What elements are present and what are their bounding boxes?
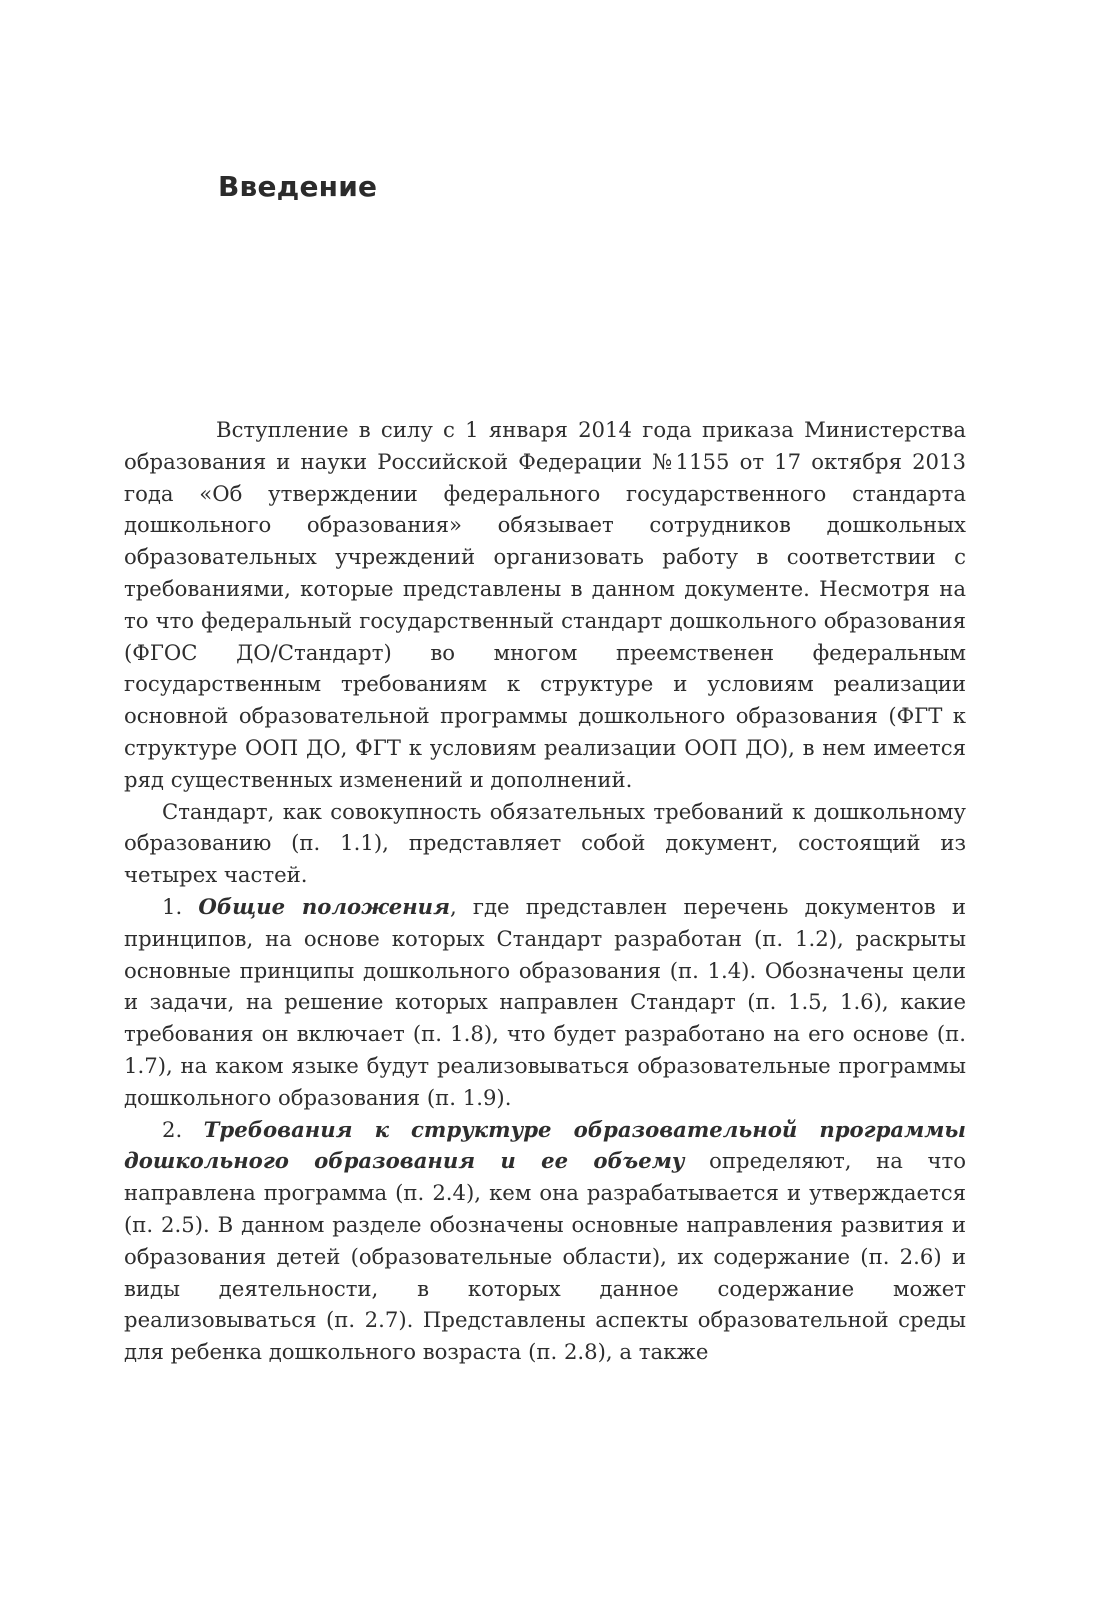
paragraph-standard <box>124 796 966 891</box>
part-title: Требования к структуре образовательной программы дошкольного образования и ее объему <box>124 1116 966 1174</box>
body-text <box>124 414 966 1368</box>
paragraph-text: Стандарт, как совокупность обязательных требований к дошкольному образованию (п. 1.1), представляет собой документ, состоящий из четырех частей. <box>124 798 966 888</box>
list-number: 1. <box>162 893 183 919</box>
chapter-title: Введение <box>218 170 378 203</box>
paragraph-part-2 <box>124 1114 966 1368</box>
paragraph-part-1 <box>124 891 966 1114</box>
part-title: Общие положения <box>198 893 450 919</box>
paragraph-text: определяют, на что направлена программа (п. 2.4), кем она разрабатывается и утверждается (п. 2.5). В данном разделе обозначены основные направления развития и образования детей (образовательные области), их содержание (п. 2.6) и виды деятельности, в которых данное содержание может реализовываться (п. 2.7). Представлены аспекты образовательной среды для ребенка дошкольного возраста (п. 2.8), а также <box>124 1148 966 1365</box>
list-number: 2. <box>162 1116 183 1142</box>
paragraph-intro <box>124 414 966 796</box>
paragraph-text: Вступление в силу с 1 января 2014 года приказа Министерства образования и науки Российской Федерации №1155 от 17 октября 2013 года «Об утверждении федерального государственного стандарта дошкольного образования» обязывает сотрудников дошкольных образовательных учреждений организовать работу в соответствии с требованиями, которые представлены в данном документе. Несмотря на то что федеральный государственный стандарт дошкольного образования (ФГОС ДО/Стандарт) во многом преемственен федеральным государственным требованиям к структуре и условиям реализации основной образовательной программы дошкольного образования (ФГТ к структуре ООП ДО, ФГТ к условиям реализации ООП ДО), в нем имеется ряд существенных изменений и дополнений. <box>124 417 966 792</box>
paragraph-text: , где представлен перечень документов и принципов, на основе которых Стандарт разработан (п. 1.2), раскрыты основные принципы дошкольного образования (п. 1.4). Обозначены цели и задачи, на решение которых направлен Стандарт (п. 1.5, 1.6), какие требования он включает (п. 1.8), что будет разработано на его основе (п. 1.7), на каком языке будут реализовываться образовательные программы дошкольного образования (п. 1.9). <box>124 893 966 1110</box>
